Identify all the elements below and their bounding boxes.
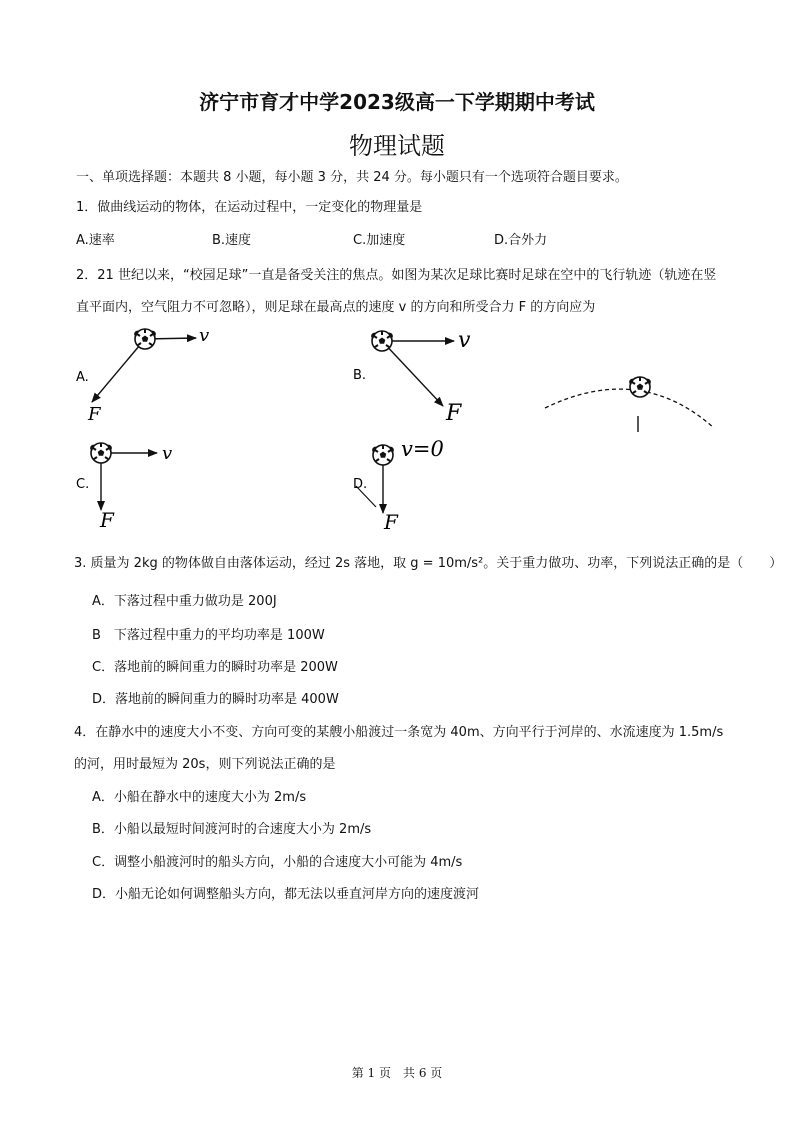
section-heading: 一、单项选择题：本题共 8 小题，每小题 3 分，共 24 分。每小题只有一个选项符合题目要求。 xyxy=(76,170,628,185)
exam-title: 济宁市育才中学2023级高一下学期期中考试 xyxy=(199,90,595,114)
football-icon xyxy=(90,443,112,463)
option-d-diagram xyxy=(356,437,444,534)
trajectory-diagram xyxy=(545,377,714,432)
question-1-option-a: A.速率 xyxy=(76,233,115,248)
question-3-option-b: B 下落过程中重力的平均功率是 100W xyxy=(92,628,325,643)
question-3-option-a: A．下落过程中重力做功是 200J xyxy=(92,594,277,609)
question-2-stem-line-2: 直平面内，空气阻力不可忽略），则足球在最高点的速度 v 的方向和所受合力 F 的方向应为 xyxy=(76,300,596,315)
figure-label-b: B. xyxy=(353,368,367,383)
question-4-option-c: C．调整小船渡河时的船头方向，小船的合速度大小可能为 4m/s xyxy=(92,855,463,870)
velocity-zero-label: v=0 xyxy=(401,437,444,461)
question-3-option-c: C．落地前的瞬间重力的瞬时功率是 200W xyxy=(92,660,338,675)
question-1-stem: 1．做曲线运动的物体，在运动过程中，一定变化的物理量是 xyxy=(76,200,423,215)
question-2-figure xyxy=(0,315,794,540)
football-icon xyxy=(134,329,156,349)
figure-label-a: A. xyxy=(76,370,89,385)
exam-subtitle: 物理试题 xyxy=(349,132,445,160)
force-label: F xyxy=(88,404,101,425)
option-c-diagram xyxy=(90,443,172,532)
football-icon xyxy=(371,331,393,351)
figure-label-c: C. xyxy=(76,477,90,492)
question-1-option-b: B.速度 xyxy=(212,233,252,248)
question-3-stem: 3. 质量为 2kg 的物体做自由落体运动，经过 2s 落地，取 g = 10m/s²。关于重力做功、功率，下列说法正确的是（ ） xyxy=(74,556,783,571)
figure-label-d: D. xyxy=(353,477,368,492)
velocity-label: v xyxy=(458,328,471,353)
question-4-stem-line-2: 的河，用时最短为 20s，则下列说法正确的是 xyxy=(74,757,336,772)
velocity-label: v xyxy=(162,443,173,464)
page-number: 第 1 页 共 6 页 xyxy=(351,1066,443,1080)
option-a-diagram xyxy=(87,325,209,425)
question-4-option-d: D．小船无论如何调整船头方向，都无法以垂直河岸方向的速度渡河 xyxy=(92,887,480,902)
football-icon xyxy=(629,377,651,397)
question-4-stem-line-1: 4．在静水中的速度大小不变、方向可变的某艘小船渡过一条宽为 40m、方向平行于河岸的、水流速度为 1.5m/s xyxy=(74,725,724,740)
question-4-option-b: B．小船以最短时间渡河时的合速度大小为 2m/s xyxy=(92,822,372,837)
question-1-option-d: D.合外力 xyxy=(494,233,548,248)
question-2-stem-line-1: 2．21 世纪以来，“校园足球”一直是备受关注的焦点。如图为某次足球比赛时足球在空中的飞行轨迹（轨迹在竖 xyxy=(76,268,717,283)
force-label: F xyxy=(100,508,114,532)
question-4-option-a: A．小船在静水中的速度大小为 2m/s xyxy=(92,790,307,805)
force-label: F xyxy=(384,510,398,534)
football-icon xyxy=(372,445,394,465)
option-b-diagram xyxy=(371,328,471,426)
question-3-option-d: D．落地前的瞬间重力的瞬时功率是 400W xyxy=(92,692,339,707)
velocity-label: v xyxy=(199,325,210,346)
question-1-option-c: C.加速度 xyxy=(353,233,406,248)
force-label: F xyxy=(446,401,462,426)
